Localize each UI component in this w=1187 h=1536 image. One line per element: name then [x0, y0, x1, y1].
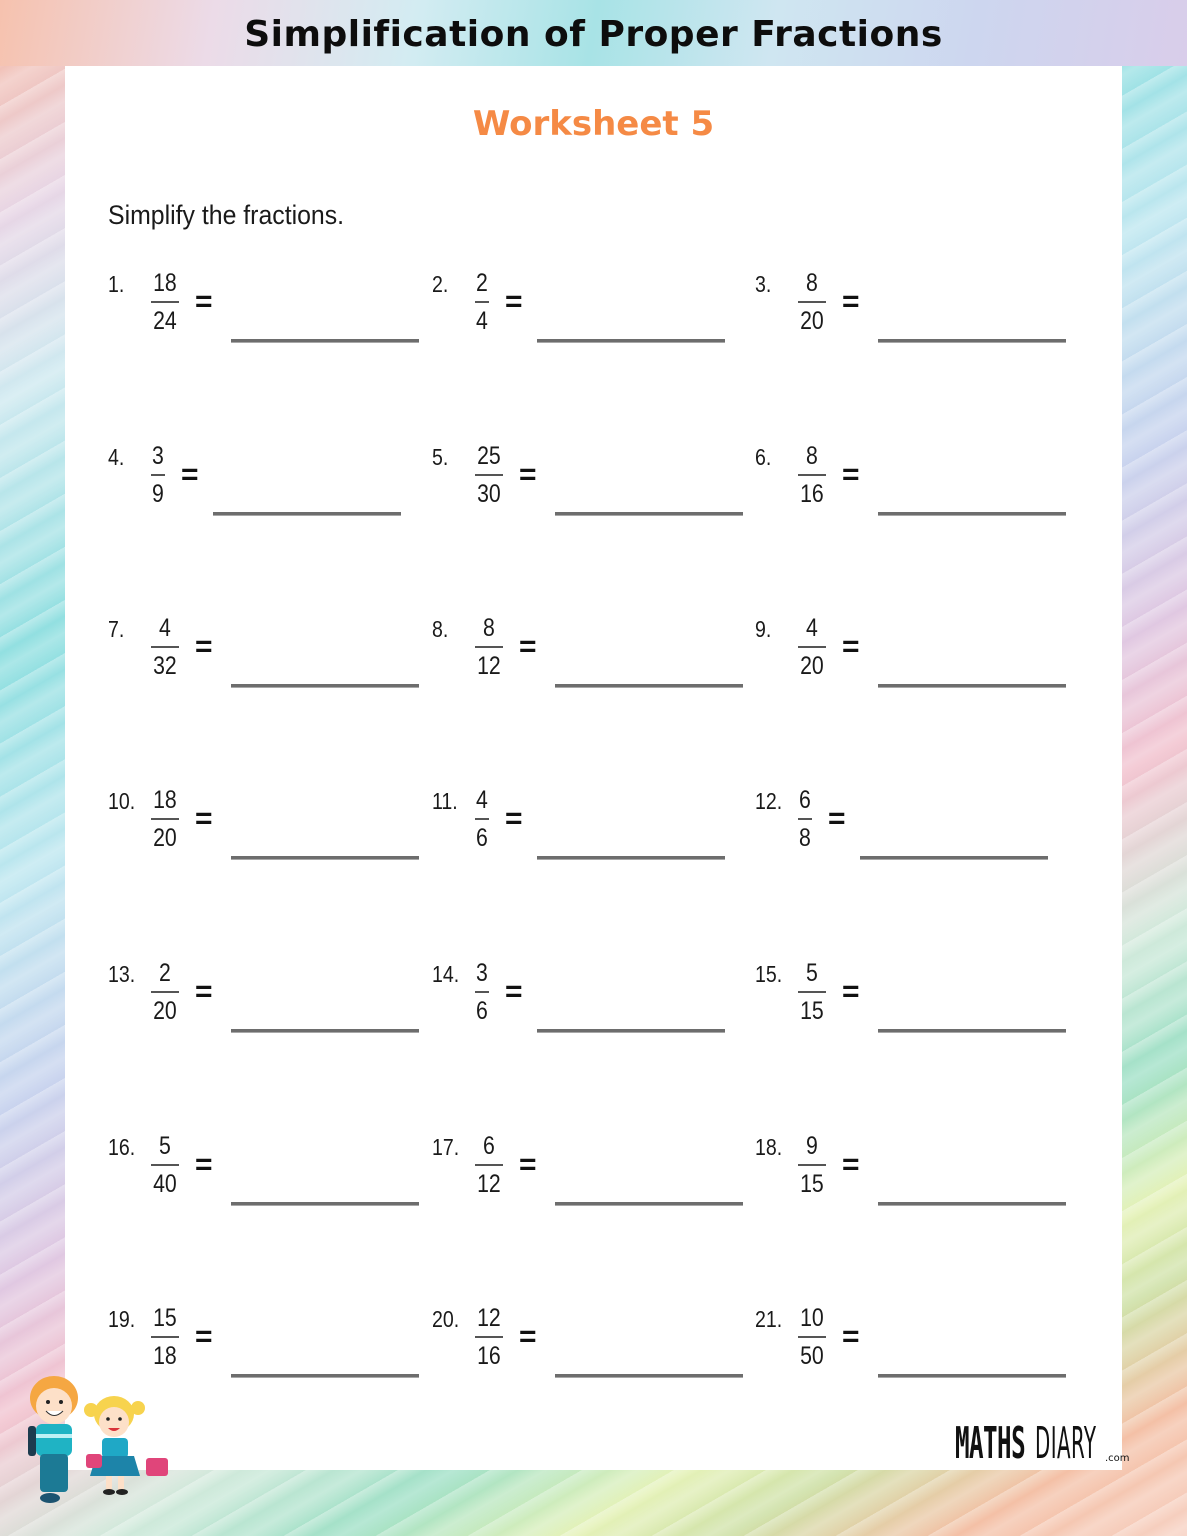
fraction: [475, 271, 489, 334]
fraction-bar: [151, 646, 179, 648]
numerator: 10: [800, 1304, 824, 1332]
problem-item: [755, 1306, 1085, 1406]
equals-sign: =: [181, 458, 199, 491]
problem-number: 3.: [755, 271, 772, 297]
fraction: [798, 1306, 826, 1369]
fraction-bar: [798, 818, 812, 820]
denominator: 30: [477, 480, 501, 508]
fraction: [475, 444, 503, 507]
problem-number: 2.: [432, 271, 449, 297]
denominator: 15: [800, 997, 824, 1025]
logo-com-text: .com: [1105, 1453, 1130, 1464]
fraction-bar: [798, 301, 826, 303]
fraction-bar: [798, 474, 826, 476]
fraction-bar: [798, 1336, 826, 1338]
problem-number: 13.: [108, 961, 136, 987]
denominator: 16: [800, 480, 824, 508]
numerator: 6: [483, 1132, 495, 1160]
equals-sign: =: [828, 802, 846, 835]
answer-input-line[interactable]: [555, 512, 743, 516]
fraction: [798, 788, 812, 851]
fraction-bar: [475, 1336, 503, 1338]
equals-sign: =: [842, 630, 860, 663]
mathsdiary-logo: [955, 1418, 1130, 1469]
problem-number: 18.: [755, 1134, 783, 1160]
numerator: 18: [153, 269, 177, 297]
equals-sign: =: [195, 630, 213, 663]
fraction-bar: [798, 1164, 826, 1166]
answer-input-line[interactable]: [231, 684, 419, 688]
fraction: [798, 444, 826, 507]
problem-item: [432, 1306, 762, 1406]
numerator: 3: [152, 442, 164, 470]
answer-input-line[interactable]: [555, 684, 743, 688]
equals-sign: =: [195, 802, 213, 835]
numerator: 4: [159, 614, 171, 642]
fraction: [151, 444, 165, 507]
problem-number: 4.: [108, 444, 125, 470]
equals-sign: =: [519, 1148, 537, 1181]
answer-input-line[interactable]: [537, 856, 725, 860]
fraction-bar: [798, 646, 826, 648]
problem-item: [108, 788, 438, 888]
problem-number: 8.: [432, 616, 449, 642]
denominator: 16: [477, 1342, 501, 1370]
answer-input-line[interactable]: [878, 684, 1066, 688]
denominator: 50: [800, 1342, 824, 1370]
fraction-bar: [798, 991, 826, 993]
problem-number: 6.: [755, 444, 772, 470]
fraction: [475, 788, 489, 851]
fraction: [151, 271, 179, 334]
answer-input-line[interactable]: [878, 1374, 1066, 1378]
denominator: 40: [153, 1170, 177, 1198]
fraction: [151, 1134, 179, 1197]
numerator: 6: [799, 786, 811, 814]
equals-sign: =: [195, 1320, 213, 1353]
problem-number: 11.: [432, 788, 458, 814]
denominator: 20: [800, 307, 824, 335]
denominator: 20: [153, 997, 177, 1025]
denominator: 12: [477, 652, 501, 680]
problem-number: 16.: [108, 1134, 136, 1160]
denominator: 4: [476, 307, 488, 335]
problem-item: [432, 788, 762, 888]
problem-item: [432, 961, 762, 1061]
answer-input-line[interactable]: [878, 339, 1066, 343]
problem-number: 1.: [108, 271, 125, 297]
problem-number: 17.: [432, 1134, 460, 1160]
problem-item: [108, 616, 438, 716]
equals-sign: =: [505, 802, 523, 835]
fraction-bar: [151, 301, 179, 303]
problem-item: [108, 1134, 438, 1234]
denominator: 6: [476, 997, 488, 1025]
fraction: [798, 271, 826, 334]
equals-sign: =: [519, 630, 537, 663]
problem-item: [755, 788, 1085, 888]
page-title: Simplification of Proper Fractions: [244, 14, 943, 55]
numerator: 8: [483, 614, 495, 642]
fraction-bar: [151, 1336, 179, 1338]
problem-number: 5.: [432, 444, 449, 470]
problem-number: 14.: [432, 961, 460, 987]
fraction: [151, 616, 179, 679]
answer-input-line[interactable]: [555, 1202, 743, 1206]
numerator: 4: [476, 786, 488, 814]
problem-number: 21.: [755, 1306, 783, 1332]
worksheet-sheet: [65, 66, 1122, 1470]
problem-item: [755, 616, 1085, 716]
fraction-bar: [475, 1164, 503, 1166]
denominator: 8: [799, 824, 811, 852]
fraction: [475, 961, 489, 1024]
fraction-bar: [151, 818, 179, 820]
problem-number: 15.: [755, 961, 783, 987]
problem-item: [755, 271, 1085, 371]
problem-item: [432, 616, 762, 716]
numerator: 5: [159, 1132, 171, 1160]
fraction: [151, 788, 179, 851]
numerator: 18: [153, 786, 177, 814]
problem-item: [432, 1134, 762, 1234]
answer-input-line[interactable]: [537, 339, 725, 343]
problem-number: 10.: [108, 788, 136, 814]
answer-input-line[interactable]: [878, 512, 1066, 516]
equals-sign: =: [842, 458, 860, 491]
problem-item: [108, 271, 438, 371]
kids-illustration-icon: [6, 1368, 181, 1518]
answer-input-line[interactable]: [231, 856, 419, 860]
answer-input-line[interactable]: [231, 1202, 419, 1206]
fraction-bar: [475, 474, 503, 476]
problem-item: [432, 271, 762, 371]
answer-input-line[interactable]: [231, 1374, 419, 1378]
fraction: [798, 616, 826, 679]
problem-number: 12.: [755, 788, 783, 814]
denominator: 20: [153, 824, 177, 852]
numerator: 9: [806, 1132, 818, 1160]
problem-item: [432, 444, 762, 544]
fraction: [475, 616, 503, 679]
fraction-bar: [475, 818, 489, 820]
answer-input-line[interactable]: [213, 512, 401, 516]
problem-number: 20.: [432, 1306, 460, 1332]
numerator: 4: [806, 614, 818, 642]
numerator: 5: [806, 959, 818, 987]
numerator: 12: [477, 1304, 501, 1332]
fraction-bar: [151, 1164, 179, 1166]
answer-input-line[interactable]: [555, 1374, 743, 1378]
fraction-bar: [151, 991, 179, 993]
numerator: 25: [477, 442, 501, 470]
answer-input-line[interactable]: [231, 339, 419, 343]
fraction: [151, 961, 179, 1024]
equals-sign: =: [519, 1320, 537, 1353]
denominator: 9: [152, 480, 164, 508]
fraction-bar: [475, 646, 503, 648]
answer-input-line[interactable]: [860, 856, 1048, 860]
problem-item: [755, 961, 1085, 1061]
equals-sign: =: [195, 975, 213, 1008]
numerator: 2: [159, 959, 171, 987]
denominator: 20: [800, 652, 824, 680]
problem-item: [108, 444, 438, 544]
equals-sign: =: [842, 975, 860, 1008]
equals-sign: =: [842, 1148, 860, 1181]
problem-item: [755, 444, 1085, 544]
fraction: [798, 1134, 826, 1197]
denominator: 18: [153, 1342, 177, 1370]
numerator: 8: [806, 442, 818, 470]
problem-number: 19.: [108, 1306, 136, 1332]
equals-sign: =: [505, 285, 523, 318]
numerator: 8: [806, 269, 818, 297]
numerator: 15: [153, 1304, 177, 1332]
problem-item: [108, 961, 438, 1061]
fraction-bar: [475, 991, 489, 993]
equals-sign: =: [505, 975, 523, 1008]
fraction: [475, 1306, 503, 1369]
problem-item: [755, 1134, 1085, 1234]
worksheet-label: Worksheet 5: [472, 104, 715, 144]
equals-sign: =: [195, 1148, 213, 1181]
fraction: [798, 961, 826, 1024]
problem-number: 7.: [108, 616, 125, 642]
numerator: 3: [476, 959, 488, 987]
denominator: 15: [800, 1170, 824, 1198]
fraction: [151, 1306, 179, 1369]
numerator: 2: [476, 269, 488, 297]
problem-number: 9.: [755, 616, 772, 642]
denominator: 24: [153, 307, 177, 335]
fraction-bar: [475, 301, 489, 303]
logo-diary-text: DIARY: [1035, 1418, 1097, 1469]
fraction-bar: [151, 474, 165, 476]
equals-sign: =: [519, 458, 537, 491]
answer-input-line[interactable]: [537, 1029, 725, 1033]
instructions: Simplify the fractions.: [108, 200, 345, 230]
answer-input-line[interactable]: [878, 1029, 1066, 1033]
denominator: 6: [476, 824, 488, 852]
equals-sign: =: [842, 285, 860, 318]
denominator: 32: [153, 652, 177, 680]
equals-sign: =: [842, 1320, 860, 1353]
logo-maths-text: MATHS: [955, 1418, 1026, 1469]
equals-sign: =: [195, 285, 213, 318]
fraction: [475, 1134, 503, 1197]
answer-input-line[interactable]: [878, 1202, 1066, 1206]
denominator: 12: [477, 1170, 501, 1198]
answer-input-line[interactable]: [231, 1029, 419, 1033]
